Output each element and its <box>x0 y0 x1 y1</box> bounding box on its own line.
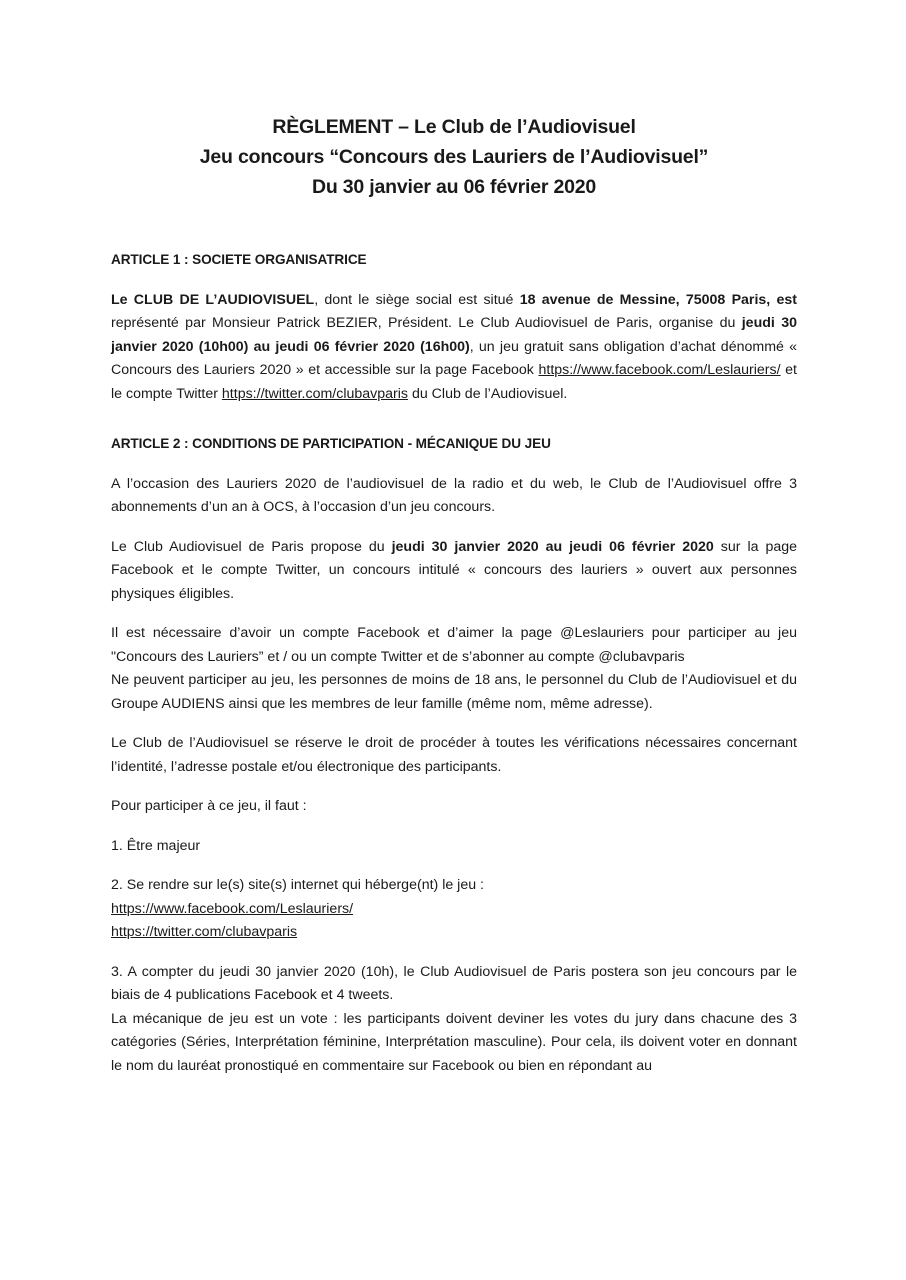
text-span: La mécanique de jeu est un vote : les participants doivent deviner les votes du jury dans chacune des 3 catégories (Séries, Interprétation féminine, Interprétation masculine). Pour cela, ils doivent voter en donnant le nom du lauréat pronostiqué en commentaire sur Facebook ou bien en répondant au <box>111 1010 797 1074</box>
contest-dates-bold: jeudi 30 janvier 2020 au jeudi 06 février 2020 <box>391 538 714 555</box>
document-page <box>111 112 797 1094</box>
text-span: 3. A compter du jeudi 30 janvier 2020 (10h), le Club Audiovisuel de Paris postera son jeu concours par le biais de 4 publications Facebook et 4 tweets. <box>111 963 797 1003</box>
text-span: sur la page Facebook et le compte Twitter, un concours intitulé « concours des lauriers » ouvert aux personnes physiques éligibles. <box>111 538 798 602</box>
step-1: 1. Être majeur <box>111 837 201 854</box>
text-span: Le Club Audiovisuel de Paris propose du <box>111 538 392 555</box>
article-2-heading: ARTICLE 2 : CONDITIONS DE PARTICIPATION - MÉCANIQUE DU JEU <box>111 436 551 451</box>
step-3 <box>111 961 797 1079</box>
title-line-1: RÈGLEMENT – Le Club de l’Audiovisuel <box>272 116 636 138</box>
article-2-paragraph-5: Pour participer à ce jeu, il faut : <box>111 798 307 814</box>
text-span: et le compte Twitter <box>111 362 797 402</box>
org-address: 18 avenue de Messine, 75008 Paris, est <box>519 291 797 308</box>
article-2-paragraph-2 <box>111 536 797 607</box>
text-span: Il est nécessaire d’avoir un compte Facebook et d’aimer la page @Leslauriers pour participer au jeu "Concours des Lauriers” et / ou un compte Twitter et de s’abonner au compte @clubavparis <box>111 625 797 665</box>
text-span: représenté par Monsieur Patrick BEZIER, Président. Le Club Audiovisuel de Paris, organise du <box>111 315 742 331</box>
org-name: Le CLUB DE L’AUDIOVISUEL <box>111 291 315 308</box>
facebook-link-2[interactable]: https://www.facebook.com/Leslauriers/ <box>111 900 354 917</box>
article-2-paragraph-1: A l’occasion des Lauriers 2020 de l’audiovisuel de la radio et du web, le Club de l’Audiovisuel offre 3 abonnements d’un an à OCS, à l’occasion d’un jeu concours. <box>111 475 797 515</box>
title-line-2: Jeu concours “Concours des Lauriers de l’Audiovisuel” <box>199 146 709 168</box>
contest-dates: jeudi 30 janvier 2020 (10h00) au jeudi 06 février 2020 (16h00) <box>111 315 797 355</box>
text-span: , dont le siège social est situé <box>314 291 520 308</box>
document-title <box>111 112 797 202</box>
article-1-paragraph <box>111 289 797 407</box>
step-2 <box>111 874 797 945</box>
article-2-paragraph-3 <box>111 622 797 716</box>
facebook-link[interactable]: https://www.facebook.com/Leslauriers/ <box>538 362 781 378</box>
text-span: Ne peuvent participer au jeu, les personnes de moins de 18 ans, le personnel du Club de l’Audiovisuel et du Groupe AUDIENS ainsi que les membres de leur famille (même nom, même adresse). <box>111 672 797 712</box>
article-2-paragraph-4: Le Club de l’Audiovisuel se réserve le droit de procéder à toutes les vérifications nécessaires concernant l’identité, l’adresse postale et/ou électronique des participants. <box>111 735 797 775</box>
article-1-heading: ARTICLE 1 : SOCIETE ORGANISATRICE <box>111 252 367 267</box>
title-line-3: Du 30 janvier au 06 février 2020 <box>311 176 597 198</box>
text-span: du Club de l’Audiovisuel. <box>408 385 568 402</box>
text-span: 2. Se rendre sur le(s) site(s) internet qui héberge(nt) le jeu : <box>111 877 484 893</box>
twitter-link-2[interactable]: https://twitter.com/clubavparis <box>111 924 298 940</box>
twitter-link[interactable]: https://twitter.com/clubavparis <box>221 385 409 402</box>
text-span: , un jeu gratuit sans obligation d’achat dénommé « Concours des Lauriers 2020 » et accessible sur la page Facebook <box>111 338 798 378</box>
